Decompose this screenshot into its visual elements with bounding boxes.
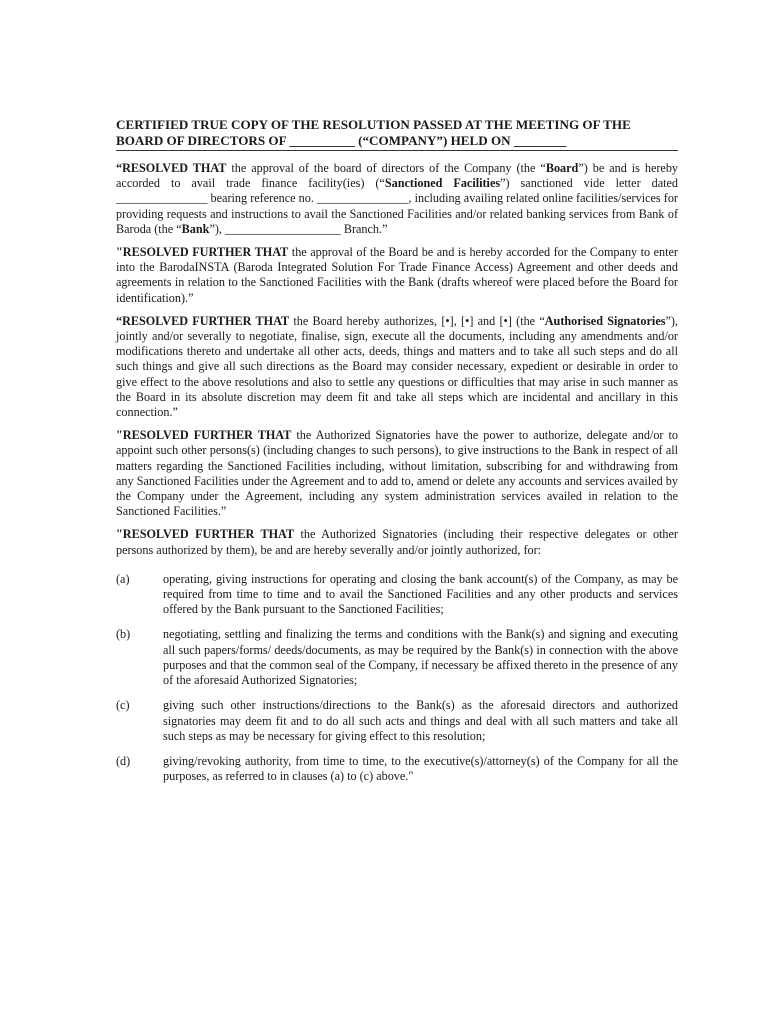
defined-term: Board (545, 161, 579, 175)
clause-b (116, 627, 678, 688)
clause-a (116, 572, 678, 618)
paragraph-text: the approval of the Board be and is hereby accorded for the Company to enter into the BarodaINSTA (Baroda Integrated Solution For Trade Finance Access) Agreement and other deeds and agreements in relation to the Sanctioned Facilities with the Bank (drafts whereof were placed before the Board for identification).” (116, 245, 678, 305)
resolution-paragraph-2 (116, 245, 678, 306)
paragraph-text: ”), jointly and/or severally to negotiate, finalise, sign, execute all the documents, including any amendments and/or modifications thereto and undertake all other acts, deeds, things and matters and to take all such steps and do all such things and give all such directions as the Board may consider necessary, expedient or desirable in order to give effect to the above resolutions and also to settle any questions or difficulties that may arise in such manner as the Board in its absolute discretion may deem fit and take all steps which are incidental and ancillary in this connection.” (116, 313, 678, 420)
document-body (116, 117, 678, 794)
resolution-title: CERTIFIED TRUE COPY OF THE RESOLUTION PASSED AT THE MEETING OF THE BOARD OF DIRECTORS OF __________ (“COMPANY”) HELD ON ________ (116, 117, 678, 151)
paragraph-text: the approval of the board of directors of the Company (the “ (226, 161, 546, 175)
defined-term: Authorised Signatories (544, 313, 666, 328)
paragraph-text: the Authorized Signatories have the power to authorize, delegate and/or to appoint such other persons(s) (including changes to such persons), to give instructions to the Bank in respect of all matters regarding the Sanctioned Facilities including, without limitation, subscribing for and withdrawing from any Sanctioned Facilities under the Agreement and to add to, amend or delete any accounts and services availed by the Company under the Agreement, including any system administration services availed in relation to the Sanctioned Facilities.” (116, 428, 678, 519)
clause-text: negotiating, settling and finalizing the terms and conditions with the Bank(s) and signing and executing all such papers/forms/ deeds/documents, as may be required by the Bank(s) in connection with the above purposes and that the common seal of the Company, if necessary be affixed thereto in the presence of any of the aforesaid Authorized Signatories; (163, 627, 678, 688)
defined-term: Sanctioned Facilities (384, 176, 501, 191)
clause-list (116, 572, 678, 784)
resolved-lead: "RESOLVED FURTHER THAT (116, 527, 295, 542)
resolved-lead: “RESOLVED FURTHER THAT (116, 313, 290, 328)
clause-label: (a) (116, 571, 130, 586)
resolution-paragraph-3 (116, 314, 678, 420)
clause-text: giving/revoking authority, from time to time, to the executive(s)/attorney(s) of the Company for all the purposes, as referred to in clauses (a) to (c) above." (163, 753, 678, 784)
clause-label: (d) (116, 753, 131, 768)
paragraph-text: ”), ___________________ Branch.” (209, 221, 388, 236)
clause-d (116, 754, 678, 784)
paragraph-text: the Authorized Signatories (including their respective delegates or other persons authorized by them), be and are hereby severally and/or jointly authorized, for: (116, 527, 678, 557)
resolution-paragraph-5 (116, 527, 678, 557)
paragraph-text: ”) be and is hereby accorded to avail trade finance facility(ies) (“ (116, 161, 679, 191)
clause-text: operating, giving instructions for operating and closing the bank account(s) of the Company, as may be required from time to time and to avail the Sanctioned Facilities and any other products and services offered by the Bank pursuant to the Sanctioned Facilities; (163, 571, 678, 617)
paragraph-text: ”) sanctioned vide letter dated _______________ bearing reference no. _______________, including availing related online facilities/services for providing requests and instructions to avail the Sanctioned Facilities and/or related banking services from Bank of Baroda (the “ (116, 176, 679, 236)
defined-term: Bank (181, 221, 210, 236)
paragraph-text: the Board hereby authorizes, [•], [•] and [•] (the “ (289, 313, 545, 328)
resolved-lead: “RESOLVED THAT (116, 161, 227, 175)
clause-text: giving such other instructions/directions to the Bank(s) as the aforesaid directors and authorized signatories may deem fit and to do all such acts and things and deal with all such matters and take all such steps as may be necessary for giving effect to this resolution; (163, 698, 678, 743)
clause-label: (b) (116, 627, 131, 642)
clause-c (116, 698, 678, 744)
resolved-lead: "RESOLVED FURTHER THAT (116, 245, 289, 260)
resolution-paragraph-4 (116, 428, 678, 519)
clause-label: (c) (116, 698, 130, 713)
resolved-lead: "RESOLVED FURTHER THAT (116, 428, 292, 443)
resolution-paragraph-1 (116, 161, 678, 237)
